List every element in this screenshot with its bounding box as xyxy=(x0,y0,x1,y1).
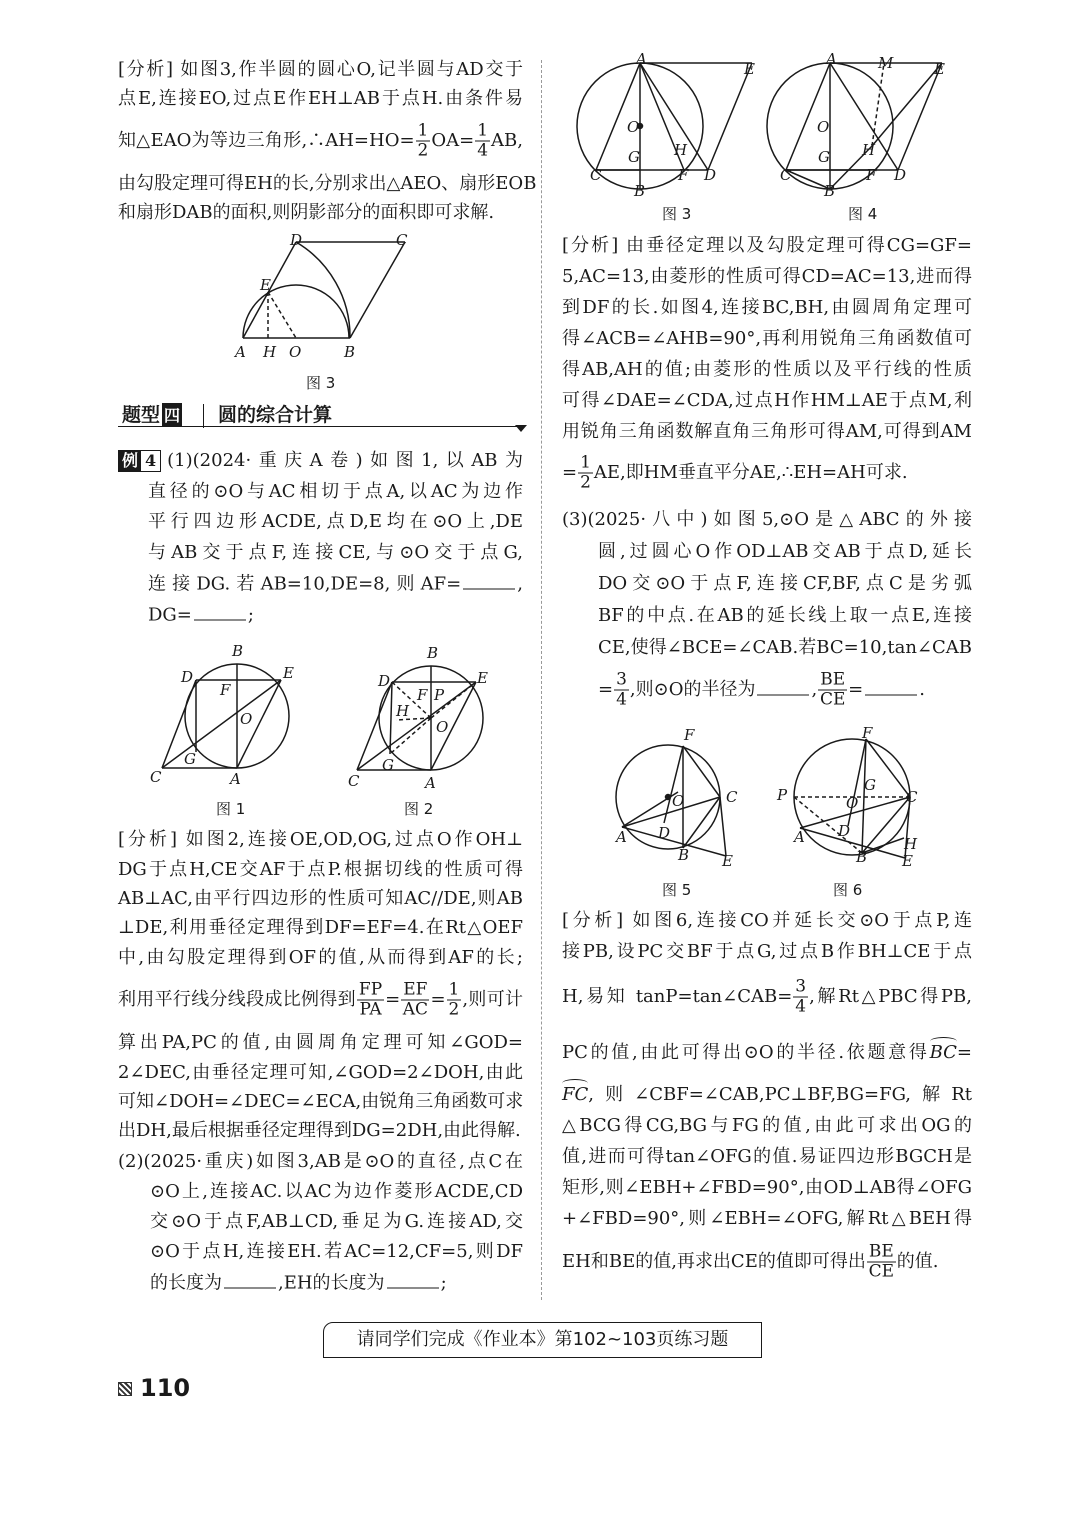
text-run: 算出PA,PC的值,由圆周角定理可知∠GOD= xyxy=(118,1032,523,1053)
fraction xyxy=(614,671,629,710)
analysis-figure-6-line xyxy=(562,1115,972,1137)
fraction-numerator: FP xyxy=(358,979,383,1000)
analysis-figure-2-line xyxy=(118,947,523,969)
example-4-part-1-line xyxy=(148,604,254,627)
analysis-figure-2-line xyxy=(118,1120,521,1142)
analysis-figure-4-line xyxy=(562,297,972,319)
example-4-part-2-line xyxy=(118,1151,523,1173)
text-run: 出DH,最后根据垂径定理得到DG=2DH,由此得解. xyxy=(118,1120,521,1141)
analysis-figure-4-line xyxy=(562,359,972,381)
point-label: A xyxy=(794,828,805,846)
text-run: = xyxy=(385,989,401,1010)
point-label: D xyxy=(378,672,391,690)
point-label: C xyxy=(396,231,408,249)
example-4-part-3-line xyxy=(598,605,972,627)
figure-caption: 图 6 xyxy=(833,881,863,899)
point-label: H xyxy=(396,702,410,720)
analysis-figure-6-line xyxy=(562,1042,972,1064)
fraction-numerator: 1 xyxy=(417,120,429,141)
point-label: F xyxy=(862,724,873,742)
fraction xyxy=(416,122,431,161)
text-run: 直径的⊙O与AC相切于点A,以AC为边作 xyxy=(148,481,523,502)
text-run: 得∠ACB=∠AHB=90°,再利用锐角三角函数值可 xyxy=(562,328,972,349)
example-4-part-3-line xyxy=(598,573,972,595)
point-label: A xyxy=(826,50,837,68)
figure-caption: 图 4 xyxy=(848,205,878,223)
point-label: F xyxy=(220,681,231,699)
text-run: ; xyxy=(247,604,254,626)
example-badge-label: 例 xyxy=(119,451,141,471)
example-4-part-3-line xyxy=(598,637,972,659)
analysis-figure-6-line xyxy=(562,1177,972,1199)
point-label: P xyxy=(434,686,445,704)
fraction-denominator: 2 xyxy=(580,472,591,493)
fraction-numerator: EF xyxy=(403,979,428,1000)
point-label: A xyxy=(636,50,647,68)
fraction-numerator: BE xyxy=(868,1241,894,1262)
text-run: 到DF的长.如图4,连接BC,BH,由圆周角定理可 xyxy=(562,297,972,318)
text-run: H,易知 tanP=tan∠CAB= xyxy=(562,986,793,1007)
text-run: 用锐角三角函数解直角三角形可得AM,可得到AM xyxy=(562,421,972,442)
figure-caption: 图 2 xyxy=(404,800,434,818)
text-run: 的长度为 xyxy=(150,1272,222,1294)
analysis-figure-3-line xyxy=(118,59,523,81)
analysis-figure-2-line xyxy=(118,859,523,881)
fraction-denominator: PA xyxy=(359,999,382,1020)
fraction xyxy=(793,978,808,1017)
text-run: (2)(2025·重庆)如图3,AB是⊙O的直径,点C在 xyxy=(118,1151,523,1172)
analysis-figure-4-line xyxy=(562,390,972,412)
point-label: C xyxy=(780,166,792,184)
fraction-denominator: 4 xyxy=(795,996,807,1017)
text-run: ⊥DE,利用垂径定理得到DF=EF=4.在Rt△OEF xyxy=(118,917,523,938)
example-badge xyxy=(118,450,161,472)
heading-prefix-text: 题型 xyxy=(122,404,161,426)
page-number xyxy=(118,1374,190,1402)
fraction-numerator: 3 xyxy=(795,976,807,997)
heading-title: 圆的综合计算 xyxy=(218,404,333,426)
answer-blank xyxy=(224,1272,276,1289)
text-run: 圆,过圆心O作OD⊥AB交AB于点D,延长 xyxy=(598,541,972,562)
example-4-part-2-line xyxy=(150,1211,523,1233)
fraction xyxy=(818,671,847,710)
text-run: ⊙O上,连接AC.以AC为边作菱形ACDE,CD xyxy=(150,1181,523,1202)
text-run: = xyxy=(956,1042,972,1063)
text-run: DO交⊙O于点F,连接CF,BF,点C是劣弧 xyxy=(598,573,972,594)
fraction xyxy=(578,454,593,493)
point-label: D xyxy=(894,166,907,184)
fraction-numerator: 3 xyxy=(616,669,627,690)
point-label: O xyxy=(817,118,830,136)
figure-caption: 图 1 xyxy=(216,800,246,818)
point-label: G xyxy=(628,148,640,166)
text-run: 连接DG.若AB=10,DE=8,则AF= xyxy=(148,573,462,595)
text-run: DG= xyxy=(148,604,192,626)
fraction xyxy=(867,1243,896,1282)
text-run: 利用平行线分线段成比例得到 xyxy=(118,989,356,1010)
text-run: 和扇形DAB的面积,则阴影部分的面积即可求解. xyxy=(118,202,495,223)
text-run: ⊙O于点H,连接EH.若AC=12,CF=5,则DF xyxy=(150,1241,523,1262)
example-4-part-1-line xyxy=(148,511,523,533)
fraction-denominator: 2 xyxy=(417,140,429,161)
example-4-part-2-line xyxy=(150,1272,447,1295)
text-run: 的值. xyxy=(896,1251,939,1272)
analysis-figure-4-line xyxy=(562,266,972,288)
point-label: B xyxy=(232,642,244,660)
analysis-figure-2-line xyxy=(118,1091,523,1113)
figure-segment xyxy=(268,292,296,338)
point-label: O xyxy=(672,792,685,810)
semicircle xyxy=(243,285,349,338)
text-run: [分析] 由垂径定理以及勾股定理可得CG=GF= xyxy=(562,235,972,256)
text-run: = xyxy=(430,989,446,1010)
point-label: P xyxy=(777,786,788,804)
text-run: ,解Rt△PBC得PB, xyxy=(809,986,972,1007)
fraction-numerator: 1 xyxy=(448,979,460,1000)
figure-segment xyxy=(622,827,726,856)
text-run: ,则⊙O的半径为 xyxy=(629,679,756,700)
text-run: AB, xyxy=(491,130,523,151)
example-4-part-3-line xyxy=(562,509,972,531)
example-4-part-1-line xyxy=(148,573,523,596)
text-run: 知△EAO为等边三角形,∴AH=HO= xyxy=(118,130,415,151)
text-run: 交⊙O于点F,AB⊥CD,垂足为G.连接AD,交 xyxy=(150,1211,523,1232)
point-label: E xyxy=(477,669,488,687)
point-label: D xyxy=(704,166,717,184)
point-label: H xyxy=(263,343,277,361)
fraction-numerator: 1 xyxy=(477,120,489,141)
fraction-numerator: BE xyxy=(820,669,846,690)
analysis-figure-3-line xyxy=(118,122,523,161)
fraction xyxy=(357,981,384,1020)
point-label: M xyxy=(878,54,894,72)
fraction xyxy=(475,122,490,161)
figure-caption: 图 3 xyxy=(662,205,692,223)
analysis-figure-3-line xyxy=(118,88,523,110)
point-label: D xyxy=(290,231,303,249)
figure-segment xyxy=(898,63,942,170)
point-label: E xyxy=(283,664,294,682)
figure-segment xyxy=(390,718,431,754)
figure-segment xyxy=(708,63,752,170)
point-label: A xyxy=(425,774,436,792)
fraction-denominator: 2 xyxy=(448,999,460,1020)
point-label: D xyxy=(181,668,194,686)
text-run: OA= xyxy=(431,130,475,151)
analysis-figure-2-line xyxy=(118,1032,523,1054)
text-run: 矩形,则∠EBH+∠FBD=90°,由OD⊥AB得∠OFG xyxy=(562,1177,972,1198)
text-run: 可得∠DAE=∠CDA,过点H作HM⊥AE于点M,利 xyxy=(562,390,972,411)
example-4-part-2-line xyxy=(150,1241,523,1263)
analysis-figure-2-line xyxy=(118,981,523,1020)
analysis-figure-2-line xyxy=(118,1062,523,1084)
example-4-part-2-line xyxy=(150,1181,523,1203)
analysis-figure-4-line xyxy=(562,328,972,350)
analysis-figure-2-line xyxy=(118,917,523,939)
text-run: CE,使得∠BCE=∠CAB.若BC=10,tan∠CAB xyxy=(598,637,972,658)
point-label: C xyxy=(590,166,602,184)
text-run: 点E,连接EO,过点E作EH⊥AB于点H.由条件易 xyxy=(118,88,523,109)
point-label: B xyxy=(678,846,690,864)
analysis-figure-3-line xyxy=(118,202,494,224)
text-run: 5,AC=13,由菱形的性质可得CD=AC=13,进而得 xyxy=(562,266,972,287)
point-label: B xyxy=(634,182,646,200)
text-run: ,则∠CBF=∠CAB,PC⊥BF,BG=FG,解Rt xyxy=(588,1084,972,1105)
point-label: O xyxy=(627,118,640,136)
analysis-figure-6-line xyxy=(562,1208,972,1230)
text-run: △BCG得CG,BG与FG的值,由此可求出OG的 xyxy=(562,1115,972,1136)
point-label: B xyxy=(856,848,868,866)
text-run: BF的中点.在AB的延长线上取一点E,连接 xyxy=(598,605,972,626)
fraction-denominator: AC xyxy=(402,999,428,1020)
figure-caption: 图 3 xyxy=(306,374,336,392)
analysis-figure-6-line xyxy=(562,910,972,932)
text-run: DG于点H,CE交AF于点P.根据切线的性质可得 xyxy=(118,859,523,880)
text-run: 中,由勾股定理得到OF的值,从而得到AF的长; xyxy=(118,947,523,968)
text-run: AE,即HM垂直平分AE,∴EH=AH可求. xyxy=(593,462,908,483)
analysis-figure-6-line xyxy=(562,941,972,963)
heading-number-box: 四 xyxy=(162,403,182,426)
point-label: A xyxy=(616,828,627,846)
point-label: G xyxy=(382,756,394,774)
point-label: A xyxy=(235,343,246,361)
point-label: F xyxy=(678,166,689,184)
figure-caption: 图 5 xyxy=(662,881,692,899)
homework-note: 请同学们完成《作业本》第102~103页练习题 xyxy=(323,1322,762,1358)
text-run: 可知∠DOH=∠DEC=∠ECA,由锐角三角函数可求 xyxy=(118,1091,524,1112)
point-label: C xyxy=(150,768,162,786)
text-run: 值,进而可得tan∠OFG的值.易证四边形BGCH是 xyxy=(562,1146,972,1167)
fraction xyxy=(401,981,429,1020)
example-4-part-1-line xyxy=(118,450,523,472)
fraction-numerator: 1 xyxy=(580,452,591,473)
fraction xyxy=(447,981,462,1020)
arc-notation: BC xyxy=(929,1042,957,1063)
text-run: PC的值,由此可得出⊙O的半径.依题意得 xyxy=(562,1042,930,1063)
fraction-denominator: CE xyxy=(868,1261,894,1282)
point-label: B xyxy=(824,182,836,200)
point-label: D xyxy=(838,822,851,840)
analysis-figure-2-line xyxy=(118,888,523,910)
point-label: E xyxy=(722,852,733,870)
text-run: . xyxy=(919,679,925,700)
answer-blank xyxy=(865,678,917,695)
point-label: G xyxy=(184,750,196,768)
text-run: AB⊥AC,由平行四边形的性质可知AC//DE,则AB xyxy=(118,888,523,909)
text-run: ,则可计 xyxy=(462,989,523,1010)
text-run: = xyxy=(562,462,578,483)
analysis-figure-3-line xyxy=(118,173,537,195)
text-run: 2∠DEC,由垂径定理可知,∠GOD=2∠DOH,由此 xyxy=(118,1062,523,1083)
point-label: O xyxy=(240,710,253,728)
fraction-denominator: CE xyxy=(819,689,846,710)
text-run: [分析] 如图2,连接OE,OD,OG,过点O作OH⊥ xyxy=(118,829,523,850)
figure-segment xyxy=(390,682,392,754)
analysis-figure-6-line xyxy=(562,978,972,1017)
example-4-part-1-line xyxy=(148,481,523,503)
point-label: E xyxy=(934,60,945,78)
point-label: H xyxy=(904,835,918,853)
text-run: [分析] 如图3,作半圆的圆心O,记半圆与AD交于 xyxy=(118,59,523,80)
figure-segment xyxy=(683,797,720,848)
answer-blank xyxy=(757,678,809,695)
text-run: (1)(2024·重庆A卷)如图1,以AB为 xyxy=(167,450,523,471)
figure-segment xyxy=(350,242,405,338)
text-run: (3)(2025·八中)如图5,⊙O是△ABC的外接 xyxy=(562,509,972,530)
example-badge-number: 4 xyxy=(145,451,157,470)
text-run: ; xyxy=(440,1272,447,1294)
example-4-part-3-line xyxy=(598,671,925,710)
point-label: G xyxy=(818,148,830,166)
analysis-figure-6-line xyxy=(562,1084,972,1106)
text-run: ,EH的长度为 xyxy=(278,1272,385,1294)
figure-segment xyxy=(683,746,720,797)
text-run: 得AB,AH的值;由菱形的性质以及平行线的性质 xyxy=(562,359,972,380)
point-label: B xyxy=(344,343,356,361)
point-label: H xyxy=(862,141,876,159)
point-label: C xyxy=(348,772,360,790)
analysis-figure-6-line xyxy=(562,1243,938,1282)
point-label: A xyxy=(230,770,241,788)
analysis-figure-4-line xyxy=(562,421,972,443)
analysis-figure-4-line xyxy=(562,235,972,257)
text-run: [分析] 如图6,连接CO并延长交⊙O于点P,连 xyxy=(562,910,972,931)
analysis-figure-6-line xyxy=(562,1146,972,1168)
text-run: 与AB交于点F,连接CE,与⊙O交于点G, xyxy=(148,542,523,563)
point-label: E xyxy=(902,852,913,870)
center-dot xyxy=(666,795,671,800)
page-number-text: 110 xyxy=(140,1374,191,1402)
point-label: E xyxy=(744,60,755,78)
point-label: O xyxy=(436,718,449,736)
text-run: , xyxy=(811,679,818,700)
point-label: F xyxy=(684,726,695,744)
answer-blank xyxy=(463,573,515,590)
point-label: O xyxy=(289,343,302,361)
point-label: F xyxy=(417,686,428,704)
figure-segment xyxy=(622,797,720,827)
fraction-denominator: 4 xyxy=(477,140,489,161)
text-run: 平行四边形ACDE,点D,E均在⊙O上,DE xyxy=(148,511,523,532)
point-label: C xyxy=(726,788,738,806)
point-label: B xyxy=(427,644,439,662)
example-4-part-3-line xyxy=(598,541,972,563)
point-label: E xyxy=(260,276,271,294)
text-run: = xyxy=(598,679,614,700)
analysis-figure-2-line xyxy=(118,829,523,851)
point-label: H xyxy=(674,141,688,159)
text-run: EH和BE的值,再求出CE的值即可得出 xyxy=(562,1251,866,1272)
point-label: O xyxy=(846,794,859,812)
analysis-figure-4-line xyxy=(562,454,908,493)
arc-notation: FC xyxy=(562,1084,589,1105)
page-marker-icon xyxy=(118,1382,132,1396)
fraction-denominator: 4 xyxy=(616,689,627,710)
point-label: G xyxy=(864,776,876,794)
example-4-part-1-line xyxy=(148,542,523,564)
text-run: 由勾股定理可得EH的长,分别求出△AEO、扇形EOB xyxy=(118,173,537,194)
point-label: D xyxy=(658,824,671,842)
point-label: F xyxy=(866,166,877,184)
text-run: , xyxy=(517,573,523,595)
answer-blank xyxy=(194,604,246,621)
text-run: 接PB,设PC交BF于点G,过点B作BH⊥CE于点 xyxy=(562,941,972,962)
point-label: C xyxy=(906,788,918,806)
answer-blank xyxy=(387,1272,439,1289)
text-run: = xyxy=(848,679,864,700)
text-run: +∠FBD=90°,则∠EBH=∠OFG,解Rt△BEH得 xyxy=(562,1208,972,1229)
sector-arc xyxy=(296,242,350,338)
